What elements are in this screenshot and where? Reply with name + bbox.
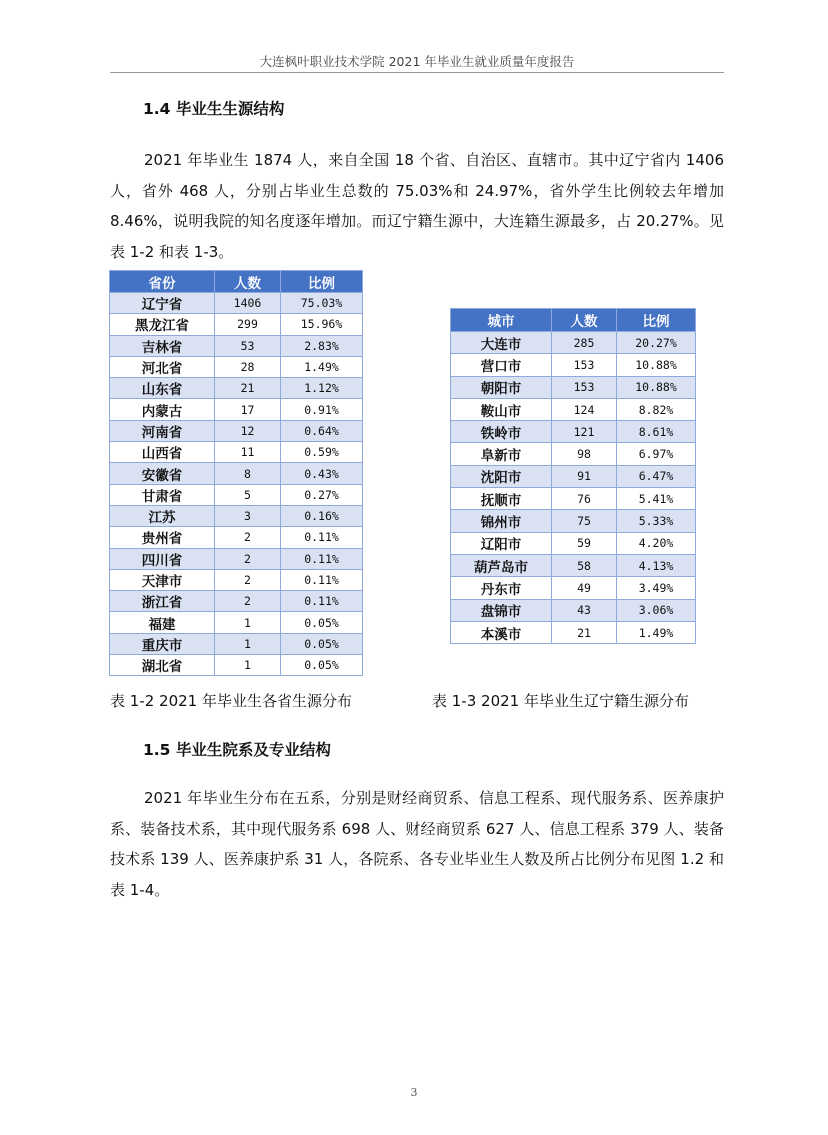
cell-count: 1406	[215, 293, 281, 314]
cell-ratio: 8.61%	[617, 421, 696, 443]
cell-count: 76	[552, 488, 617, 510]
cell-name: 黑龙江省	[110, 314, 215, 335]
cell-name: 抚顺市	[451, 488, 552, 510]
cell-name: 山西省	[110, 442, 215, 463]
cell-name: 锦州市	[451, 510, 552, 532]
cell-ratio: 0.05%	[281, 655, 363, 676]
cell-ratio: 0.43%	[281, 463, 363, 484]
cell-name: 河北省	[110, 356, 215, 377]
cell-ratio: 0.11%	[281, 569, 363, 590]
table-row	[110, 548, 363, 569]
cell-ratio: 1.49%	[281, 356, 363, 377]
cell-name: 河南省	[110, 420, 215, 441]
cell-count: 49	[552, 577, 617, 599]
cell-ratio: 1.12%	[281, 378, 363, 399]
cell-name: 甘肃省	[110, 484, 215, 505]
cell-ratio: 0.05%	[281, 612, 363, 633]
cell-name: 辽阳市	[451, 532, 552, 554]
cell-ratio: 0.11%	[281, 548, 363, 569]
table-row	[451, 332, 696, 354]
cell-count: 12	[215, 420, 281, 441]
page-header: 大连枫叶职业技术学院 2021 年毕业生就业质量年度报告	[259, 54, 575, 69]
paragraph-text: 2021 年毕业生分布在五系，分别是财经商贸系、信息工程系、现代服务系、医养康护系、装备技术系，其中现代服务系 698 人、财经商贸系 627 人、信息工程系 379 人、装备技术系 139 人、医养康护系 31 人，各院系、各专业毕业生人数及所占比例分布见图 1.2 和表 1-4。	[110, 789, 724, 899]
cell-ratio: 0.59%	[281, 442, 363, 463]
cell-name: 大连市	[451, 332, 552, 354]
cell-name: 湖北省	[110, 655, 215, 676]
cell-count: 17	[215, 399, 281, 420]
cell-ratio: 8.82%	[617, 398, 696, 420]
cell-ratio: 3.49%	[617, 577, 696, 599]
table-1-3-caption: 表 1-3 2021 年毕业生辽宁籍生源分布	[432, 692, 689, 710]
cell-ratio: 5.41%	[617, 488, 696, 510]
cell-count: 2	[215, 527, 281, 548]
cell-count: 299	[215, 314, 281, 335]
cell-ratio: 20.27%	[617, 332, 696, 354]
cell-name: 朝阳市	[451, 376, 552, 398]
cell-count: 1	[215, 612, 281, 633]
table-row	[451, 421, 696, 443]
cell-ratio: 75.03%	[281, 293, 363, 314]
city-distribution-table	[450, 308, 696, 644]
cell-count: 2	[215, 569, 281, 590]
cell-ratio: 3.06%	[617, 599, 696, 621]
cell-name: 江苏	[110, 505, 215, 526]
cell-count: 11	[215, 442, 281, 463]
cell-ratio: 6.97%	[617, 443, 696, 465]
table-row	[110, 463, 363, 484]
cell-ratio: 0.64%	[281, 420, 363, 441]
table-row	[110, 505, 363, 526]
column-header-count: 人数	[215, 271, 281, 293]
column-header-ratio: 比例	[617, 309, 696, 332]
cell-name: 辽宁省	[110, 293, 215, 314]
cell-ratio: 0.05%	[281, 633, 363, 654]
table-row	[451, 577, 696, 599]
table-row	[110, 655, 363, 676]
column-header-count: 人数	[552, 309, 617, 332]
cell-name: 四川省	[110, 548, 215, 569]
column-header-ratio: 比例	[281, 271, 363, 293]
cell-name: 丹东市	[451, 577, 552, 599]
paragraph-text: 2021 年毕业生 1874 人，来自全国 18 个省、自治区、直辖市。其中辽宁省内 1406 人，省外 468 人，分别占毕业生总数的 75.03%和 24.97%，省外学生比例较去年增加 8.46%，说明我院的知名度逐年增加。而辽宁籍生源中，大连籍生源最多，占 20.27%。见表 1-2 和表 1-3。	[110, 151, 724, 261]
cell-name: 贵州省	[110, 527, 215, 548]
table-row	[451, 465, 696, 487]
cell-count: 53	[215, 335, 281, 356]
paragraph-source-structure	[110, 145, 724, 267]
table-row	[110, 569, 363, 590]
cell-count: 58	[552, 554, 617, 576]
cell-ratio: 10.88%	[617, 354, 696, 376]
cell-count: 3	[215, 505, 281, 526]
table-row	[110, 527, 363, 548]
cell-count: 98	[552, 443, 617, 465]
cell-count: 8	[215, 463, 281, 484]
cell-count: 2	[215, 548, 281, 569]
cell-name: 天津市	[110, 569, 215, 590]
cell-name: 吉林省	[110, 335, 215, 356]
cell-name: 阜新市	[451, 443, 552, 465]
cell-count: 21	[552, 621, 617, 643]
table-row	[110, 335, 363, 356]
cell-name: 鞍山市	[451, 398, 552, 420]
cell-ratio: 1.49%	[617, 621, 696, 643]
cell-count: 153	[552, 354, 617, 376]
cell-name: 营口市	[451, 354, 552, 376]
table-row	[451, 510, 696, 532]
table-header-row	[110, 271, 363, 293]
cell-ratio: 0.27%	[281, 484, 363, 505]
table-row	[110, 378, 363, 399]
cell-count: 124	[552, 398, 617, 420]
cell-name: 浙江省	[110, 591, 215, 612]
table-row	[451, 376, 696, 398]
column-header-province: 省份	[110, 271, 215, 293]
table-row	[110, 314, 363, 335]
cell-name: 山东省	[110, 378, 215, 399]
cell-count: 285	[552, 332, 617, 354]
table-row	[110, 399, 363, 420]
cell-name: 铁岭市	[451, 421, 552, 443]
cell-ratio: 4.20%	[617, 532, 696, 554]
cell-count: 43	[552, 599, 617, 621]
cell-ratio: 0.91%	[281, 399, 363, 420]
cell-count: 153	[552, 376, 617, 398]
table-row	[451, 599, 696, 621]
paragraph-department-structure	[110, 783, 724, 905]
table-row	[110, 612, 363, 633]
column-header-city: 城市	[451, 309, 552, 332]
province-distribution-table	[109, 270, 363, 676]
cell-name: 福建	[110, 612, 215, 633]
page-number: 3	[410, 1086, 418, 1099]
section-heading-1-4: 1.4 毕业生生源结构	[143, 100, 285, 118]
cell-name: 盘锦市	[451, 599, 552, 621]
cell-count: 59	[552, 532, 617, 554]
cell-count: 121	[552, 421, 617, 443]
table-row	[451, 554, 696, 576]
table-header-row	[451, 309, 696, 332]
table-row	[451, 443, 696, 465]
table-row	[110, 591, 363, 612]
cell-ratio: 0.11%	[281, 591, 363, 612]
table-row	[451, 532, 696, 554]
table-row	[110, 442, 363, 463]
cell-ratio: 5.33%	[617, 510, 696, 532]
table-1-2-caption: 表 1-2 2021 年毕业生各省生源分布	[110, 692, 352, 710]
table-row	[451, 354, 696, 376]
cell-ratio: 2.83%	[281, 335, 363, 356]
header-divider	[110, 72, 724, 73]
cell-ratio: 10.88%	[617, 376, 696, 398]
table-row	[110, 633, 363, 654]
table-row	[451, 621, 696, 643]
cell-name: 重庆市	[110, 633, 215, 654]
cell-count: 5	[215, 484, 281, 505]
cell-ratio: 0.11%	[281, 527, 363, 548]
table-row	[110, 484, 363, 505]
cell-count: 1	[215, 633, 281, 654]
cell-count: 1	[215, 655, 281, 676]
section-heading-1-5: 1.5 毕业生院系及专业结构	[143, 741, 331, 759]
cell-name: 内蒙古	[110, 399, 215, 420]
cell-ratio: 0.16%	[281, 505, 363, 526]
table-row	[110, 420, 363, 441]
table-row	[451, 398, 696, 420]
cell-count: 28	[215, 356, 281, 377]
table-row	[110, 356, 363, 377]
cell-name: 安徽省	[110, 463, 215, 484]
cell-name: 本溪市	[451, 621, 552, 643]
cell-ratio: 15.96%	[281, 314, 363, 335]
cell-ratio: 4.13%	[617, 554, 696, 576]
cell-count: 91	[552, 465, 617, 487]
cell-name: 葫芦岛市	[451, 554, 552, 576]
cell-ratio: 6.47%	[617, 465, 696, 487]
cell-name: 沈阳市	[451, 465, 552, 487]
cell-count: 75	[552, 510, 617, 532]
table-row	[451, 488, 696, 510]
cell-count: 21	[215, 378, 281, 399]
table-row	[110, 293, 363, 314]
cell-count: 2	[215, 591, 281, 612]
